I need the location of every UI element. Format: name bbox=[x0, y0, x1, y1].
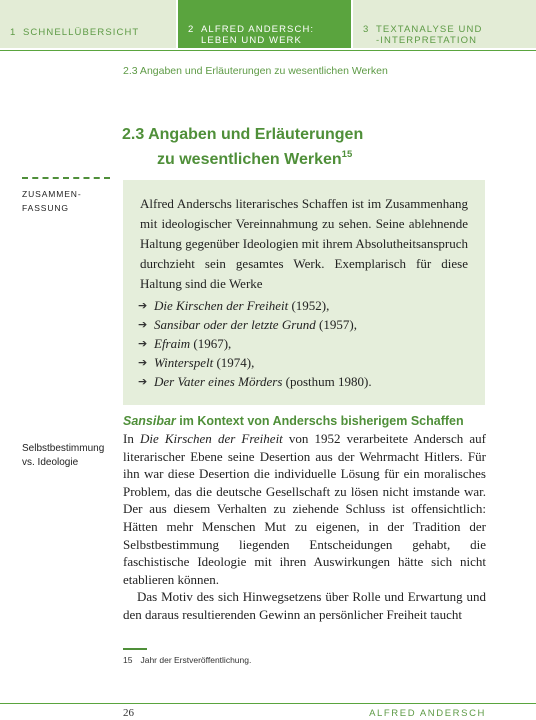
footnote-reference[interactable]: 15 bbox=[341, 149, 353, 160]
tab-number: 1 bbox=[10, 27, 17, 38]
body-text bbox=[123, 430, 486, 624]
list-item: ➔ Winterspelt (1974), bbox=[138, 355, 255, 370]
list-item: ➔ Efraim (1967), bbox=[138, 336, 232, 351]
sidebar-divider bbox=[22, 177, 110, 179]
list-item: ➔ Die Kirschen der Freiheit (1952), bbox=[138, 298, 330, 313]
arrow-right-icon: ➔ bbox=[138, 375, 148, 388]
tab-textanalyse[interactable] bbox=[353, 0, 536, 48]
list-item: ➔ Sansibar oder der letzte Grund (1957), bbox=[138, 317, 357, 332]
running-head: 2.3 Angaben und Erläuterungen zu wesentlichen Werken bbox=[123, 65, 388, 77]
section-heading: Sansibar im Kontext von Anderschs bisherigem Schaffen bbox=[123, 414, 464, 428]
footnote: 15 Jahr der Erstveröffentlichung. bbox=[123, 655, 252, 665]
list-item: ➔ Der Vater eines Mörders (posthum 1980). bbox=[138, 374, 372, 389]
paragraph: In Die Kirschen der Freiheit von 1952 verarbeitete Andersch auf literarischer Ebene seine Desertion aus der Wehrmacht Hitlers. Für ihn war diese Desertion die individuelle Lösung für ein moralisches Problem, das die deutsche Gesellschaft zu lösen nicht imstande war. Der aus diesem Verhalten zu ziehende Schluss ist offensichtlich: Hätten mehr Menschen Mut zu eigenen, in der Tradition der Selbstbestimmung liegenden Entscheidungen gehabt, die faschistische Ideologie mit ihren Auswirkungen hätte sich nicht etablieren können. bbox=[123, 431, 486, 587]
footnote-rule bbox=[123, 648, 147, 650]
paragraph: Das Motiv des sich Hinwegsetzens über Rolle und Erwartung und den daraus resultierenden Gewinn an persönlicher Freiheit taucht bbox=[123, 589, 486, 622]
tab-number: 3 bbox=[363, 24, 370, 35]
chapter-title: 2.3 Angaben und Erläuterungen zu wesentlichen Werken$^{15}$ bbox=[122, 126, 364, 168]
arrow-right-icon: ➔ bbox=[138, 299, 148, 312]
page-number: 26 bbox=[123, 707, 134, 719]
summary-text: Alfred Anderschs literarisches Schaffen ist im Zusammenhang mit ideologischer Vereinnahmung zu sehen. Seine ablehnende Haltung gegenüber Ideologien mit ihrem Absolutheitsanspruch durchzieht sein gesamtes Werk. Exemplarisch für diese Haltung sind die Werke bbox=[140, 196, 468, 291]
arrow-right-icon: ➔ bbox=[138, 356, 148, 369]
header-rule bbox=[0, 50, 536, 51]
tab-number: 2 bbox=[188, 24, 195, 35]
summary-margin-label: ZUSAMMEN- FASSUNG bbox=[22, 189, 82, 213]
summary-box bbox=[123, 180, 485, 405]
tab-leben-und-werk[interactable] bbox=[178, 0, 351, 48]
works-list bbox=[138, 296, 372, 391]
arrow-right-icon: ➔ bbox=[138, 337, 148, 350]
topic-margin-label: Selbstbestimmung vs. Ideologie bbox=[22, 443, 105, 468]
book-title: ALFRED ANDERSCH bbox=[369, 708, 486, 719]
tab-schnelluebersicht[interactable] bbox=[0, 0, 176, 48]
tab-label: TEXTANALYSE UND -INTERPRETATION bbox=[376, 24, 483, 46]
tab-label: SCHNELLÜBERSICHT bbox=[23, 27, 140, 38]
chapter-navigation bbox=[0, 0, 536, 48]
arrow-right-icon: ➔ bbox=[138, 318, 148, 331]
tab-label: ALFRED ANDERSCH: LEBEN UND WERK bbox=[201, 24, 315, 46]
footer-rule bbox=[0, 703, 536, 704]
